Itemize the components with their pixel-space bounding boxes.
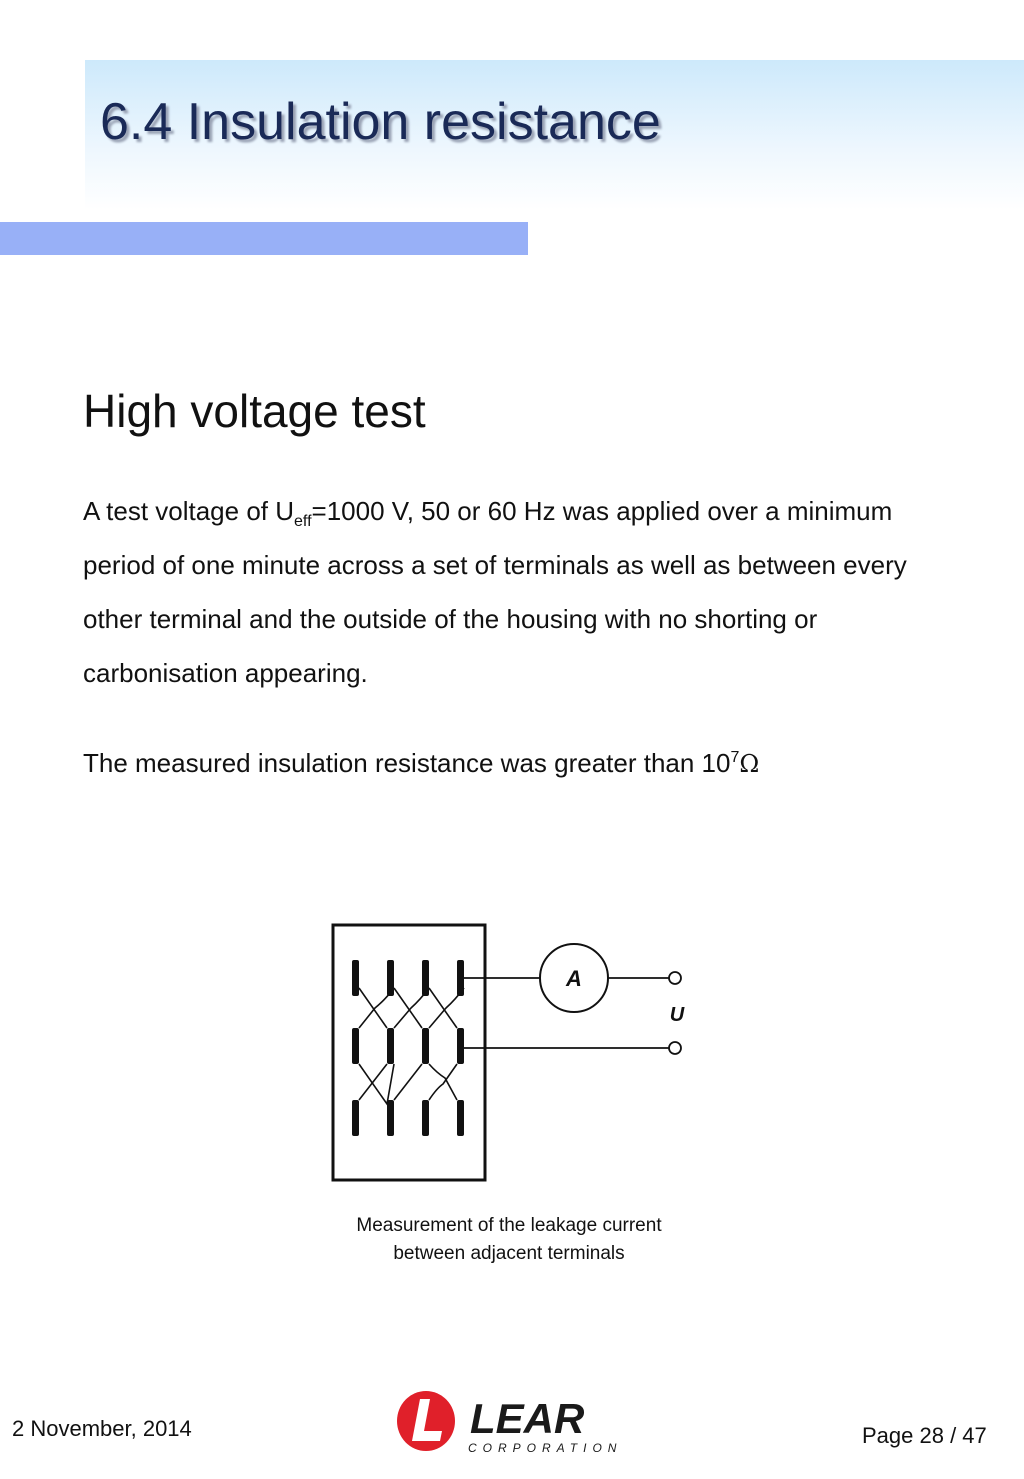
voltage-label: U — [669, 1004, 685, 1026]
page-title: 6.4 Insulation resistance — [100, 93, 661, 151]
lear-logo — [390, 1387, 625, 1457]
caption-line-1: Measurement of the leakage current — [356, 1215, 662, 1236]
caption-line-2: between adjacent terminals — [393, 1243, 625, 1264]
lear-logo-subtext: CORPORATION — [468, 1441, 623, 1455]
terminal-top-icon — [669, 972, 681, 984]
para1-text-a: A test voltage of U — [83, 496, 295, 526]
terminal-row-2 — [352, 1028, 464, 1064]
para2-exponent: 7 — [730, 749, 740, 766]
terminal-row-3 — [352, 1100, 464, 1136]
para1-text-b: =1000 V, 50 or 60 Hz was applied over a minimum period of one minute across a set of terminals as well as between every other terminal and the outside of the housing with no shorting or carbonisation appearing. — [83, 496, 907, 688]
accent-bar — [0, 222, 528, 255]
test-description — [83, 484, 963, 700]
page-number: Page 28 / 47 — [862, 1423, 987, 1448]
footer-date: 2 November, 2014 — [12, 1416, 192, 1441]
figure-caption — [300, 1212, 718, 1268]
terminal-links — [359, 988, 464, 1104]
terminal-bottom-icon — [669, 1042, 681, 1054]
para1-subscript: eff — [294, 513, 312, 530]
ammeter-label: A — [566, 966, 582, 991]
ohm-symbol: Ω — [739, 750, 760, 778]
leakage-current-diagram — [325, 918, 695, 1186]
resistance-result — [83, 741, 759, 786]
lear-logo-text: LEAR — [470, 1395, 585, 1442]
section-heading: High voltage test — [83, 385, 426, 437]
terminal-row-1 — [352, 960, 464, 996]
para2-text: The measured insulation resistance was greater than 10 — [83, 748, 731, 778]
